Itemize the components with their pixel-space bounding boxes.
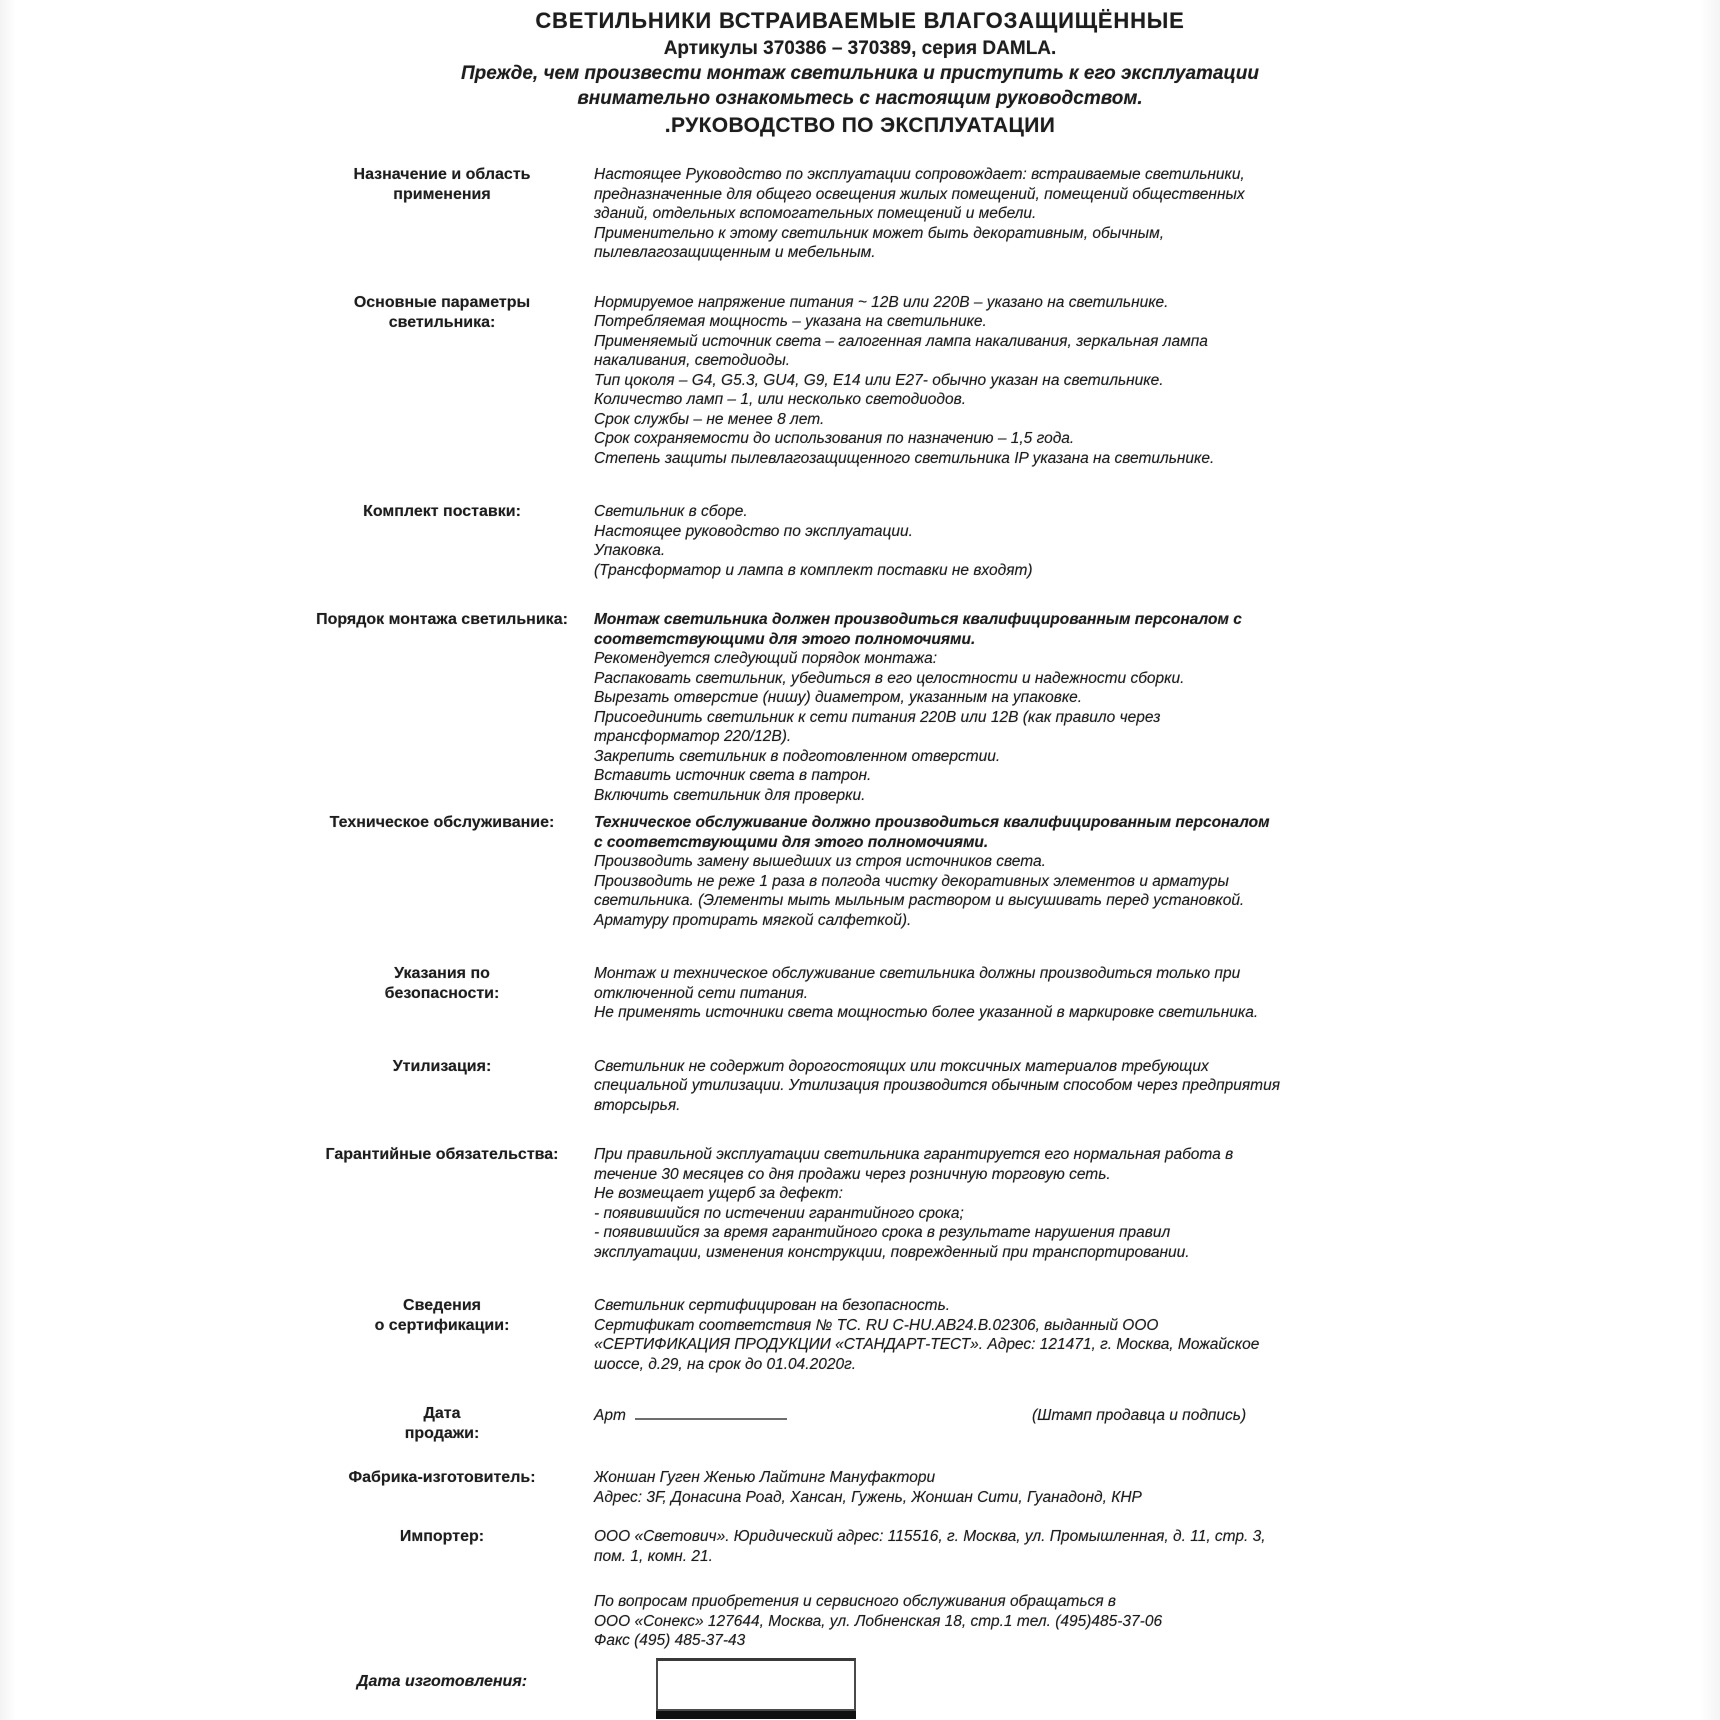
doc-title-line2: Артикулы 370386 – 370389, серия DAMLA. <box>663 38 1057 59</box>
doc-notice-line2: внимательно ознакомьтесь с настоящим руководством. <box>577 88 1143 109</box>
paragraph: Распаковать светильник, убедиться в его целостности и надежности сборки. <box>594 669 1185 687</box>
paragraph: Производить не реже 1 раза в полгода чистку декоративных элементов и арматуры светильника. (Элементы мыть мыльным раствором и высушивать перед установкой. Арматуру протирать мягкой салфеткой). <box>594 872 1245 929</box>
safety-instructions-label: Указания по безопасности: <box>384 965 500 1002</box>
paragraph: (Трансформатор и лампа в комплект поставки не входят) <box>594 561 1033 579</box>
manufacture-date-body <box>594 1648 1282 1711</box>
manufacture-date-label: Дата изготовления: <box>356 1673 528 1690</box>
paragraph: Адрес: 3F, Донасина Роад, Хансан, Гужень, Жоншан Сити, Гуанадонд, КНР <box>594 1488 1142 1506</box>
section-importer <box>0 1527 1720 1566</box>
paragraph: - появившийся за время гарантийного срока в результате нарушения правил эксплуатации, изменения конструкции, поврежденный при транспортировании. <box>594 1224 1190 1261</box>
manufacture-date-box <box>656 1658 856 1711</box>
maintenance-body <box>594 813 1282 930</box>
main-parameters-body <box>594 293 1282 469</box>
paragraph: Срок службы – не менее 8 лет. <box>594 410 825 428</box>
manufacturer-label: Фабрика-изготовитель: <box>348 1469 536 1486</box>
purpose-label: Назначение и область применения <box>353 166 531 203</box>
paragraph: Настоящее Руководство по эксплуатации сопровождает: встраиваемые светильники, предназначенные для общего освещения жилых помещений, помещений общественных зданий, отдельных вспомогательных помещений и мебели. <box>594 166 1245 222</box>
paragraph: - появившийся по истечении гарантийного срока; <box>594 1204 964 1222</box>
paragraph: Техническое обслуживание должно производиться квалифицированным персоналом с соответствующими для этого полномочиями. <box>594 814 1270 851</box>
doc-notice-line1: Прежде, чем произвести монтаж светильника и приступить к его эксплуатации <box>461 63 1259 84</box>
section-sale-date <box>0 1404 1720 1444</box>
section-service-contact <box>0 1592 1720 1651</box>
document-header <box>0 0 1720 139</box>
mounting-order-label: Порядок монтажа светильника: <box>316 611 568 628</box>
warranty-body <box>594 1145 1282 1262</box>
article-label: Арт <box>594 1407 626 1424</box>
recycling-body <box>594 1057 1282 1116</box>
paragraph: Упаковка. <box>594 542 666 559</box>
paragraph: ООО «Сонекс» 127644, Москва, ул. Лобненская 18, стр.1 тел. (495)485-37-06 <box>594 1612 1163 1630</box>
paragraph: Светильник в сборе. <box>594 503 748 520</box>
doc-main-title: .РУКОВОДСТВО ПО ЭКСПЛУАТАЦИИ <box>664 114 1056 137</box>
mounting-order-body <box>594 610 1282 805</box>
importer-body <box>594 1527 1282 1566</box>
paragraph: При правильной эксплуатации светильника гарантируется его нормальная работа в течение 30 месяцев со дня продажи через розничную торговую сеть. <box>594 1146 1234 1183</box>
paragraph: Светильник сертифицирован на безопасность. <box>594 1297 951 1314</box>
paragraph: Не применять источники света мощностью более указанной в маркировке светильника. <box>594 1004 1259 1021</box>
section-warranty <box>0 1145 1720 1262</box>
paragraph: Рекомендуется следующий порядок монтажа: <box>594 650 938 667</box>
paragraph: Сертификат соответствия № ТС. RU C-HU.АВ24.В.02306, выданный ООО «СЕРТИФИКАЦИЯ ПРОДУКЦИИ «СТАНДАРТ-ТЕСТ». Адрес: 121471, г. Москва, Можайское шоссе, д.29, на срок до 01.04.2020г. <box>594 1316 1260 1373</box>
main-parameters-label: Основные параметры светильника: <box>353 293 531 331</box>
paragraph: Факс (495) 485-37-43 <box>594 1632 746 1649</box>
paragraph: Монтаж и техническое обслуживание светильника должны производиться только при отключенной сети питания. <box>594 965 1241 1002</box>
paragraph: Включить светильник для проверки. <box>594 786 866 804</box>
paragraph: Вставить источник света в патрон. <box>594 767 872 784</box>
service-contact-body <box>594 1592 1282 1651</box>
importer-label: Импортер: <box>399 1528 485 1545</box>
paragraph: Степень защиты пылевлагозащищенного светильника IP указана на светильнике. <box>594 449 1215 467</box>
maintenance-label: Техническое обслуживание: <box>329 814 555 831</box>
paragraph: Производить замену вышедших из строя источников света. <box>594 853 1046 870</box>
paragraph: Нормируемое напряжение питания ~ 12В или 220В – указано на светильнике. <box>594 293 1169 311</box>
paragraph: Тип цоколя – G4, G5.3, GU4, G9, E14 или E27- обычно указан на светильнике. <box>594 371 1164 389</box>
section-main-parameters <box>0 293 1720 469</box>
section-delivery-set <box>0 502 1720 580</box>
paragraph: Потребляемая мощность – указана на светильнике. <box>594 313 987 330</box>
section-maintenance <box>0 813 1720 930</box>
paragraph: Светильник не содержит дорогостоящих или токсичных материалов требующих специальной утилизации. Утилизация производится обычным способом через предприятия вторсырья. <box>594 1057 1280 1114</box>
section-mounting-order <box>0 610 1720 805</box>
paragraph: Применяемый источник света – галогенная лампа накаливания, зеркальная лампа накаливания, светодиоды. <box>594 332 1208 369</box>
recycling-label: Утилизация: <box>392 1057 492 1075</box>
paragraph: Количество ламп – 1, или несколько светодиодов. <box>594 391 967 408</box>
paragraph: Не возмещает ущерб за дефект: <box>594 1185 843 1202</box>
paragraph: По вопросам приобретения и сервисного обслуживания обращаться в <box>594 1593 1116 1610</box>
sale-date-label: Дата продажи: <box>404 1405 480 1442</box>
paragraph: Настоящее руководство по эксплуатации. <box>594 522 913 540</box>
section-manufacturer <box>0 1468 1720 1507</box>
certification-label: Сведения о сертификации: <box>374 1297 510 1334</box>
sale-date-body <box>594 1404 1282 1426</box>
paragraph: Срок сохраняемости до использования по назначению – 1,5 года. <box>594 430 1075 447</box>
delivery-set-body <box>594 502 1282 580</box>
paragraph: Закрепить светильник в подготовленном отверстии. <box>594 747 1001 765</box>
paragraph: Применительно к этому светильник может быть декоративным, обычным, пылевлагозащищенным и мебельным. <box>594 224 1165 261</box>
paragraph: Присоединить светильник к сети питания 220В или 12В (как правило через трансформатор 220/12В). <box>594 708 1161 745</box>
manufacturer-body <box>594 1468 1282 1507</box>
stamp-note: (Штамп продавца и подпись) <box>1032 1407 1247 1424</box>
article-blank-line <box>635 1404 787 1420</box>
paragraph: Вырезать отверстие (нишу) диаметром, указанным на упаковке. <box>594 689 1083 706</box>
section-manufacture-date <box>0 1648 1720 1711</box>
section-recycling <box>0 1057 1720 1116</box>
section-purpose <box>0 165 1720 263</box>
safety-instructions-body <box>594 964 1282 1023</box>
paragraph: ООО «Светович». Юридический адрес: 115516, г. Москва, ул. Промышленная, д. 11, стр. 3, пом. 1, комн. 21. <box>594 1528 1266 1565</box>
certification-body <box>594 1296 1282 1374</box>
section-safety-instructions <box>0 964 1720 1023</box>
paragraph: Жоншан Гуген Женью Лайтинг Мануфактори <box>594 1469 936 1486</box>
doc-title-line1: СВЕТИЛЬНИКИ ВСТРАИВАЕМЫЕ ВЛАГОЗАЩИЩЁННЫЕ <box>535 8 1185 33</box>
paragraph: Монтаж светильника должен производиться квалифицированным персоналом с соответствующими для этого полномочиями. <box>594 611 1242 648</box>
delivery-set-label: Комплект поставки: <box>363 503 521 520</box>
section-certification <box>0 1296 1720 1374</box>
sections <box>0 165 1720 1690</box>
warranty-label: Гарантийные обязательства: <box>325 1146 559 1163</box>
purpose-body <box>594 165 1282 263</box>
